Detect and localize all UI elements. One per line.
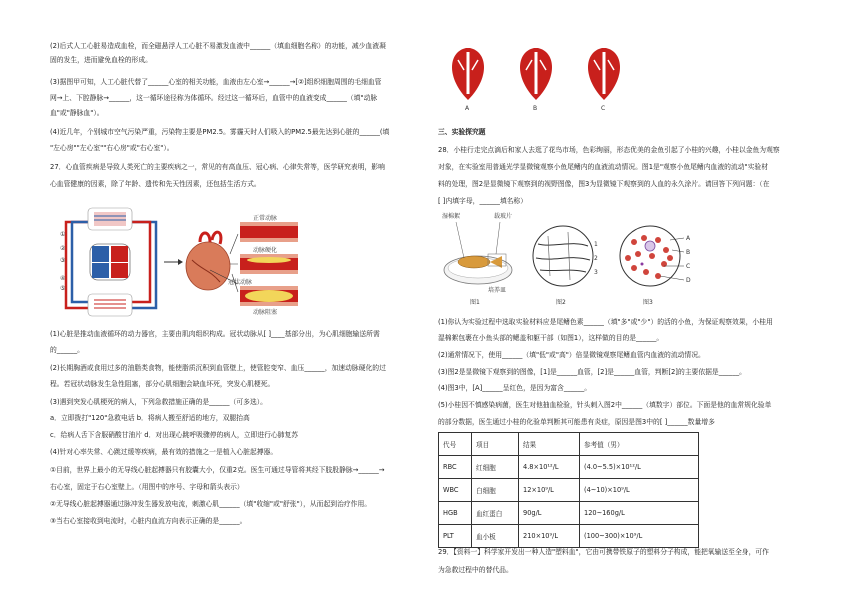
option-b-label: B (533, 105, 538, 112)
label-fig2: 图2 (556, 299, 566, 306)
label-5: ⑤ (60, 285, 66, 292)
option-ab: a．立即拨打"120"急救电话 b．将病人搬至舒适的地方，双腿抬高 (50, 414, 250, 422)
label-n3: 3 (594, 269, 598, 276)
label-D: D (686, 277, 691, 284)
question-28: 28．小桂行走完点滴后和家人去逛了花鸟市场，色彩绚丽，形态优美的金鱼引起了小桂的兴趣，小桂以金鱼为观察 (438, 146, 780, 154)
label-slide: 载玻片 (494, 213, 513, 220)
cell: 血红蛋白 (472, 502, 519, 525)
text-line: 对象，在实验室用普通光学显微镜观察小鱼尾鳍内的血液流动情况。图1是"观察小鱼尾鳍内血液的流动"实验材 (438, 163, 769, 171)
label-1: ① (60, 231, 66, 238)
option-c-label: C (601, 105, 606, 112)
text-line: (5)小桂因不慎感染病菌，医生对他抽血检验，针头刺入图2中______（填数字）部位。下面是他的血常规化验单 (438, 401, 772, 409)
label-fig1: 图1 (470, 299, 480, 306)
circulation-figure (60, 200, 300, 322)
cell: 210×10⁹/L (519, 525, 580, 548)
text-line: 心血管健康的因素，除了年龄、遗传和先天性因素，还包括生活方式。 (50, 180, 261, 188)
text-line: (1)心脏是推动血液循环的动力器官，主要由肌肉组织构成。冠状动脉从[ ]____基部分出，为心肌细胞输送所需 (50, 330, 380, 338)
text-line: 料的处理，图2是显微镜下观察到的视野图像，图3为显微镜下观察到的人血的永久涂片。请回答下列问题：（在 (438, 180, 770, 188)
text-line: (1)你认为实验过程中选取实验材料应是尾鳍色素______（填"多"或"少"）的活的小鱼，为保证观察效果，小桂用 (438, 318, 773, 326)
cell: 120~160g/L (580, 502, 699, 525)
header-cell: 代号 (439, 433, 472, 456)
text-line: "左心房""左心室""右心房"或"右心室"）。 (50, 144, 174, 152)
cell: 4.8×10¹²/L (519, 456, 580, 479)
question-29: 29．【资料一】科学家开发出一种人造"塑料血"，它由可携带铁原子的塑料分子构成，能把氧输送至全身，可作 (438, 548, 769, 556)
table-header-row (439, 433, 699, 456)
label-n1: 1 (594, 241, 598, 248)
label-hardening: 动脉硬化 (253, 247, 278, 254)
label-cotton: 湿棉絮 (442, 213, 461, 220)
text-line: 程。若冠状动脉发生急性阻塞，部分心肌细胞会缺血坏死，突发心肌梗死。 (50, 380, 275, 388)
header-cell: 项目 (472, 433, 519, 456)
text-line: 右心室，固定于右心室壁上。（用图中的序号、字母和箭头表示） (50, 483, 244, 491)
text-line: (3)遇到突发心肌梗死的病人，下列急救措施正确的是______（可多选）。 (50, 398, 267, 406)
question-27: 27．心血管疾病是导致人类死亡的主要疾病之一，常见的有高血压、冠心病、心律失常等，医学研究表明，影响 (50, 163, 385, 171)
header-cell: 参考值（男） (580, 433, 699, 456)
label-B: B (686, 249, 691, 256)
text-line: 固的发生，进而避免血栓的形成。 (50, 56, 152, 64)
heart-flow-options (438, 38, 638, 112)
cell: (4~10)×10⁹/L (580, 479, 699, 502)
label-C: C (686, 263, 691, 270)
text-line: ②无导线心脏起搏器通过脉冲发生器发放电流，刺激心肌______（填"收缩"或"舒张"），从而起到治疗作用。 (50, 500, 372, 508)
text-line: 的______。 (50, 346, 84, 354)
blood-test-table (438, 432, 699, 548)
option-a-label: A (465, 105, 470, 112)
text-line: (4)针对心率失常、心跳过缓等疾病，最有效的措施之一是植入心脏起搏器。 (50, 448, 278, 456)
cell: 90g/L (519, 502, 580, 525)
text-line: (2)后式人工心脏易造成血栓，而全磁悬浮人工心脏不易激发血液中______（填血细胞名称）的功能，减少血液凝 (50, 42, 386, 50)
header-cell: 结果 (519, 433, 580, 456)
cell: 白细胞 (472, 479, 519, 502)
label-blocked: 动脉阻塞 (253, 309, 278, 316)
text-line: (2)通常情况下，使用______（填"低"或"高"）倍显微镜观察尾鳍血管内血液的流动情况。 (438, 351, 705, 359)
table-row (439, 502, 699, 525)
text-line: (3)据图甲可知，人工心脏代替了______心室的相关功能，血液由左心室→______→[②]组织细胞周围的毛细血管 (50, 78, 382, 86)
cell: WBC (439, 479, 472, 502)
label-2: ② (60, 245, 66, 252)
label-n2: 2 (594, 255, 598, 262)
label-dish: 培养皿 (488, 287, 507, 294)
text-line: (4)近几年，个别城市空气污染严重，污染物主要是PM2.5。雾霾天时人们吸入的PM2.5最先达到心脏的______(填 (50, 128, 390, 136)
cell: (100~300)×10⁹/L (580, 525, 699, 548)
text-line: (4)图3中，[A]______呈红色，是因为富含______。 (438, 384, 592, 392)
label-coronary: 冠状动脉 (228, 279, 253, 286)
cell: (4.0~5.5)×10¹²/L (580, 456, 699, 479)
label-A: A (686, 235, 691, 242)
table-row (439, 456, 699, 479)
label-3: ③ (60, 257, 66, 264)
text-line: ③当右心室接收到电流时，心脏内血流方向表示正确的是______。 (50, 517, 247, 525)
section-title: 三、实验探究题 (438, 128, 486, 136)
text-line: (3)图2是显微镜下观察到的图像，[1]是______血管，[2]是______血管，判断[2]的主要依据是______。 (438, 368, 746, 376)
experiment-figures (438, 210, 703, 308)
option-cd: c．给病人舌下含服硝酸甘油片 d．对出现心跳呼吸骤停的病人，立即进行心肺复苏 (50, 431, 299, 439)
text-line: 网→上、下腔静脉→______，这一循环途径称为体循环。经过这一循环后，血管中的血液变成______（填"动脉 (50, 94, 378, 102)
cell: 红细胞 (472, 456, 519, 479)
cell: 血小板 (472, 525, 519, 548)
text-line: 的部分数据，医生通过小桂的化验单判断其可能患有炎症，原因是图3中的[ ]______数量增多 (438, 418, 715, 426)
cell: PLT (439, 525, 472, 548)
text-line: 湿棉絮包裹在小鱼头部的鳃盖和躯干部（如图1），这样做的目的是______。 (438, 334, 664, 342)
table-row (439, 479, 699, 502)
text-line: 为急救过程中的替代品。 (438, 566, 513, 574)
text-line: [ ]内填字母，______填名称） (438, 197, 528, 205)
label-normal: 正常动脉 (253, 215, 278, 222)
cell: 12×10⁹/L (519, 479, 580, 502)
label-fig3: 图3 (643, 299, 653, 306)
label-4: ④ (60, 275, 66, 282)
cell: RBC (439, 456, 472, 479)
table-row (439, 525, 699, 548)
text-line: 血"或"静脉血"）。 (50, 109, 104, 117)
text-line: ①目前，世界上最小的无导线心脏起搏器只有胶囊大小，仅重2克。医生可通过导管将其经下肢股静脉→______→ (50, 466, 385, 474)
cell: HGB (439, 502, 472, 525)
text-line: (2)长期胸酒或食用过多的油脂类食物，能使脂质沉积到血管壁上，使管腔变窄、血压______，加速动脉硬化的过 (50, 364, 386, 372)
